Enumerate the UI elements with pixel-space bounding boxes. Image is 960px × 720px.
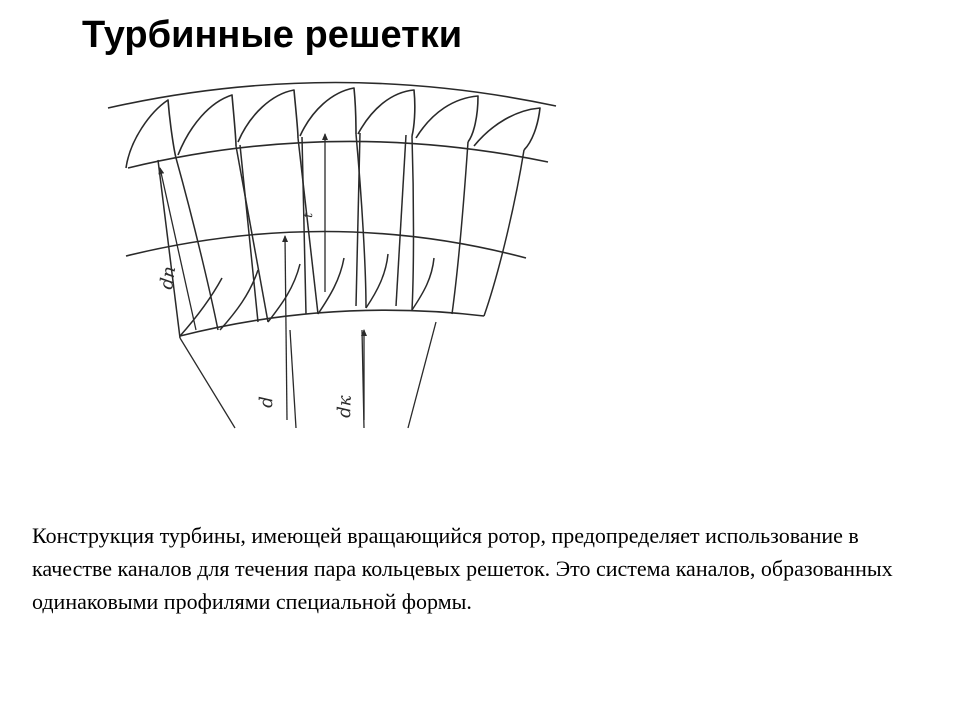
blade-profile: [358, 90, 415, 136]
dimension-arrows: [160, 134, 364, 420]
blade-profile: [126, 100, 176, 168]
label-pitch: t: [301, 212, 317, 219]
blade-profile: [474, 108, 540, 150]
label-d-peripheral: dп: [156, 264, 181, 291]
blade-profile: [238, 90, 298, 142]
mean-arc: [126, 231, 526, 258]
radial-line: [180, 338, 235, 428]
blade-profile: [300, 88, 356, 136]
blade-body: [302, 137, 306, 314]
blade-profile: [416, 96, 478, 142]
root-profile: [412, 258, 434, 310]
blade-body: [158, 160, 180, 338]
slide-title: Турбинные решетки: [82, 14, 463, 56]
description-paragraph: Конструкция турбины, имеющей вращающийся ротор, предопределяет использование в качестве каналов для течения пара кольцевых решеток. Это система каналов, образованных одинаковыми профилями специальной формы.: [32, 523, 893, 614]
tip-arc: [128, 141, 548, 168]
blade-body: [412, 136, 414, 310]
blade-body: [298, 138, 318, 314]
radial-lines: [180, 322, 436, 428]
root-profile: [366, 254, 388, 308]
arrow-d-mean: [285, 236, 287, 420]
radial-line: [290, 330, 296, 428]
label-d-root: dк: [334, 395, 356, 419]
blade-body: [240, 145, 258, 322]
blade-body: [484, 150, 524, 316]
arrow-d-peripheral: [160, 168, 196, 330]
blade-bodies: [158, 133, 524, 338]
blade-body: [452, 142, 468, 314]
label-d-mean: d: [256, 395, 278, 409]
blade-body: [396, 135, 406, 306]
outer-arc: [108, 82, 556, 108]
root-profile: [268, 264, 300, 322]
radial-line: [408, 322, 436, 428]
blade-profile: [178, 95, 236, 155]
root-profile: [318, 258, 344, 314]
